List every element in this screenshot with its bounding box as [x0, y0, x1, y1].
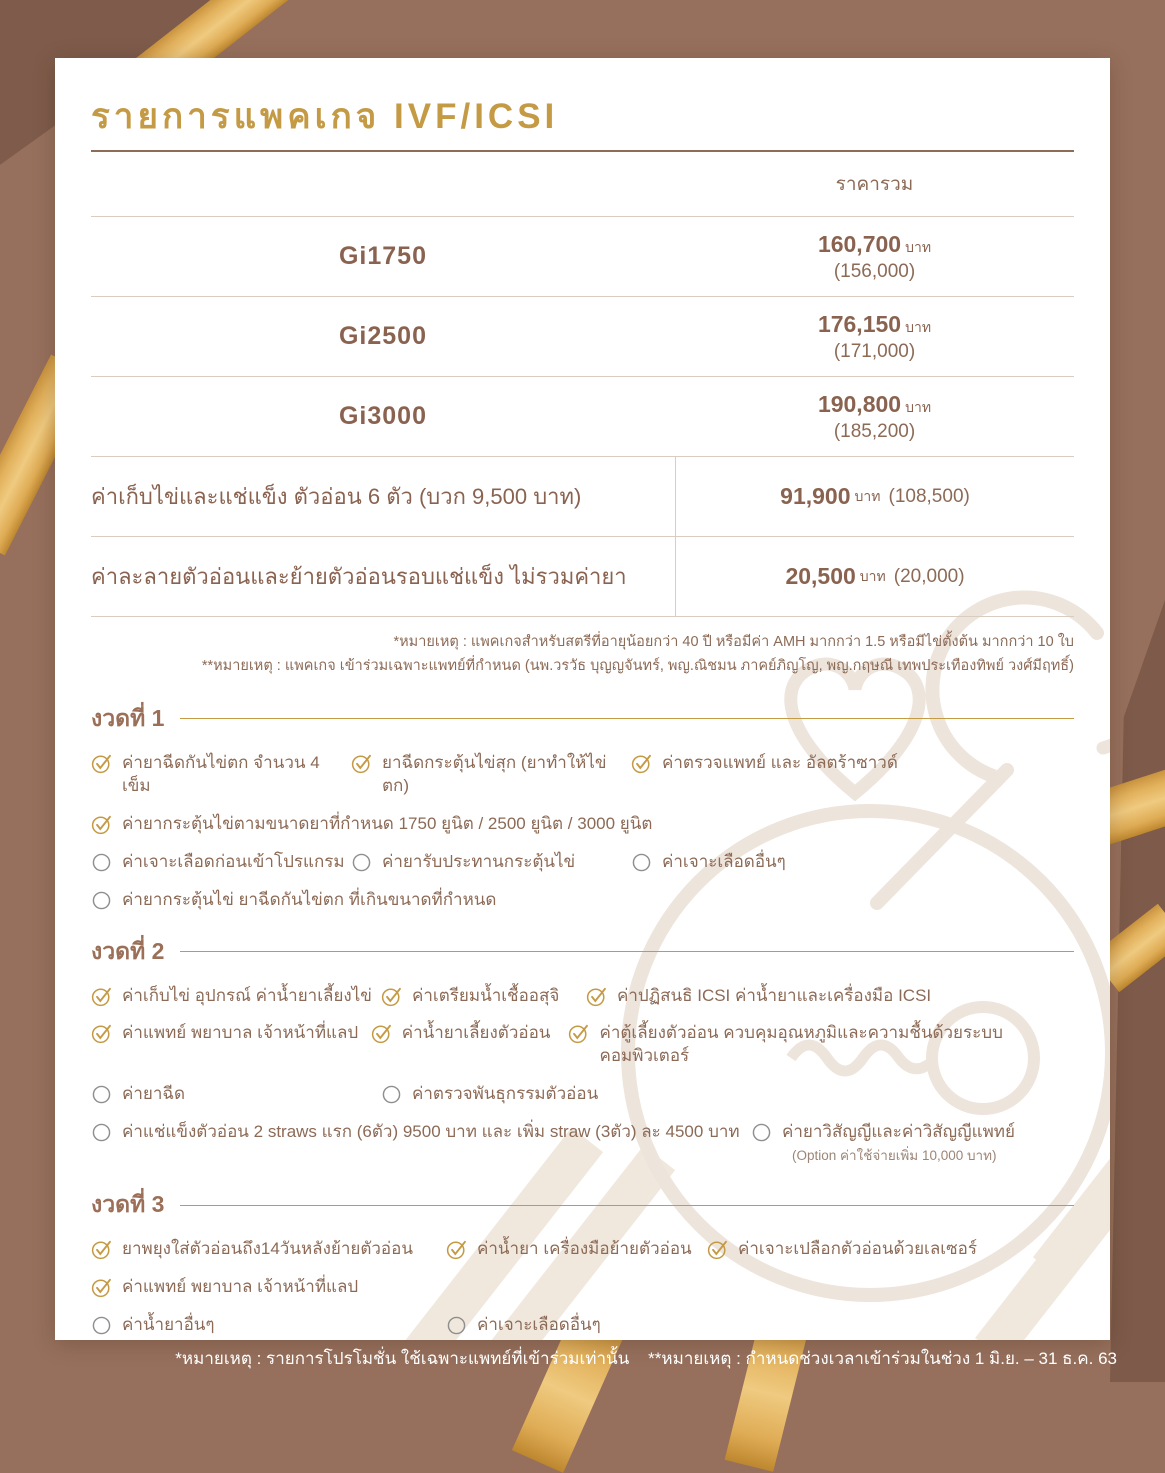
checklist-item-label: ค่าแพทย์ พยาบาล เจ้าหน้าที่แลป	[122, 1277, 359, 1297]
extra-item-name: ค่าเก็บไข่และแช่แข็ง ตัวอ่อน 6 ตัว (บวก 9,500 บาท)	[91, 484, 582, 509]
checklist-item-label: ค่าเจาะเลือดก่อนเข้าโปรแกรม	[122, 851, 345, 871]
checklist-item	[381, 985, 586, 1008]
checklist-item-label: ค่าน้ำยาเลี้ยงตัวอ่อน	[401, 1023, 551, 1043]
item-row	[91, 985, 1074, 1008]
check-circle-icon	[381, 986, 402, 1007]
section-rule	[180, 718, 1074, 719]
price-line	[675, 311, 1074, 339]
price-unit: บาท	[859, 567, 886, 584]
price-value: 190,800	[817, 390, 902, 417]
circle-outline-icon	[351, 852, 372, 873]
checklist-item-label: ค่าแช่แข็งตัวอ่อน 2 straws แรก (6ตัว) 9500 บาท และ เพิ่ม straw (3ตัว) ละ 4500 บาท	[122, 1122, 740, 1142]
item-row	[91, 813, 1074, 836]
checklist-item-text	[782, 1121, 1015, 1165]
section-title: งวดที่ 2	[91, 937, 165, 964]
checklist-item	[91, 1238, 446, 1261]
price-line	[675, 231, 1074, 259]
price-value: 176,150	[817, 310, 902, 337]
package-name: Gi2500	[338, 322, 427, 350]
checklist-item	[91, 1121, 751, 1144]
section-header	[91, 934, 1074, 970]
price-value: 91,900	[780, 483, 851, 509]
price-old: (20,000)	[893, 565, 965, 587]
note-line: *หมายเหตุ : แพคเกจสำหรับสตรีที่อายุน้อยกว่า 40 ปี หรือมีค่า AMH มากกว่า 1.5 หรือมีไข่ตั้งต้น มากกว่า 10 ใบ	[393, 634, 1074, 650]
price-old: (108,500)	[888, 485, 970, 507]
section-installment-3	[91, 1187, 1074, 1340]
price-value: 20,500	[785, 563, 856, 589]
checklist-item-label: ค่ายาฉีด	[122, 1084, 186, 1104]
circle-outline-icon	[91, 1315, 112, 1336]
circle-outline-icon	[381, 1084, 402, 1105]
check-circle-icon	[586, 986, 607, 1007]
checklist-item-label: ค่าเจาะเลือดอื่นๆ	[477, 1315, 601, 1335]
checklist-item	[91, 1083, 381, 1106]
checklist-item-label: ค่าปฏิสนธิ ICSI ค่าน้ำยาและเครื่องมือ ICSI	[617, 985, 932, 1005]
checklist-item	[91, 752, 351, 798]
checklist-item	[351, 851, 631, 874]
circle-outline-icon	[91, 1122, 112, 1143]
section-installment-2	[91, 934, 1074, 1166]
price-column-header: ราคารวม	[835, 174, 914, 195]
check-circle-icon	[351, 753, 372, 774]
pricing-card	[55, 58, 1110, 1340]
extra-price-cell	[675, 457, 1074, 536]
item-row	[91, 889, 1074, 912]
checklist-item	[446, 1314, 601, 1337]
checklist-item-label: ค่าน้ำยาอื่นๆ	[122, 1315, 215, 1335]
table-row	[91, 217, 1074, 297]
table-row	[91, 457, 1074, 537]
price-unit: บาท	[905, 238, 932, 255]
check-circle-icon	[631, 753, 652, 774]
table-row	[91, 297, 1074, 377]
footer-note-1: *หมายเหตุ : รายการโปรโมชั่น ใช้เฉพาะแพทย์ที่เข้าร่วมเท่านั้น	[175, 1349, 630, 1368]
check-circle-icon	[446, 1239, 467, 1260]
checklist-item	[91, 851, 351, 874]
price-unit: บาท	[905, 318, 932, 335]
checklist-item-label: ค่าตรวจพันธุกรรมตัวอ่อน	[412, 1084, 599, 1104]
checklist-item-label: ค่ายากระตุ้นไข่ ยาฉีดกันไข่ตก ที่เกินขนาดที่กำหนด	[122, 889, 497, 909]
checklist-item-label: ค่ายารับประทานกระตุ้นไข่	[382, 851, 576, 871]
item-row	[91, 1121, 1074, 1165]
extra-price-cell	[675, 537, 1074, 616]
price-unit: บาท	[854, 487, 881, 504]
checklist-item-label: ค่ายากระตุ้นไข่ตามขนาดยาที่กำหนด 1750 ยูนิต / 2500 ยูนิต / 3000 ยูนิต	[122, 813, 653, 833]
checklist-item-label: ค่าเจาะเปลือกตัวอ่อนด้วยเลเซอร์	[738, 1239, 977, 1259]
package-price-cell	[675, 391, 1074, 443]
checklist-item	[568, 1022, 1074, 1068]
check-circle-icon	[568, 1023, 589, 1044]
price-old: (171,000)	[833, 340, 916, 362]
checklist-item	[91, 1022, 371, 1045]
checklist-item	[91, 813, 652, 836]
card-content	[55, 92, 1110, 1340]
checklist-item	[751, 1121, 1015, 1165]
checklist-item-label: ยาฉีดกระตุ้นไข่สุก (ยาทำให้ไข่ตก)	[382, 752, 607, 795]
package-price-cell	[675, 231, 1074, 283]
checklist-item	[631, 851, 786, 874]
circle-outline-icon	[91, 852, 112, 873]
section-rule	[180, 951, 1074, 952]
price-table	[91, 152, 1074, 617]
price-old: (156,000)	[833, 260, 916, 282]
section-rule	[180, 1205, 1074, 1206]
checklist-item	[91, 1276, 358, 1299]
checklist-item-label: ค่ายาวิสัญญีและค่าวิสัญญีแพทย์	[782, 1122, 1015, 1142]
item-row	[91, 1022, 1074, 1068]
check-circle-icon	[371, 1023, 392, 1044]
checklist-item	[446, 1238, 707, 1261]
extra-item-name: ค่าละลายตัวอ่อนและย้ายตัวอ่อนรอบแช่แข็ง ไม่รวมค่ายา	[91, 564, 627, 589]
checklist-item-label: ค่าตรวจแพทย์ และ อัลตร้าซาวด์	[662, 752, 898, 772]
check-circle-icon	[91, 753, 112, 774]
price-line	[675, 391, 1074, 419]
item-row	[91, 1083, 1074, 1106]
checklist-item	[91, 1314, 446, 1337]
checklist-item	[91, 985, 381, 1008]
checklist-item-label: ค่าน้ำยา เครื่องมือย้ายตัวอ่อน	[477, 1239, 692, 1259]
check-circle-icon	[91, 1023, 112, 1044]
package-name: Gi1750	[338, 242, 427, 270]
checklist-item-note: (Option ค่าใช้จ่ายเพิ่ม 10,000 บาท)	[792, 1148, 997, 1164]
checklist-item-label: ค่าเตรียมน้ำเชื้ออสุจิ	[412, 985, 560, 1005]
checklist-item-label: ค่าเก็บไข่ อุปกรณ์ ค่าน้ำยาเลี้ยงไข่	[122, 985, 372, 1005]
package-name: Gi3000	[338, 402, 427, 430]
item-row	[91, 1276, 1074, 1299]
price-old: (185,200)	[833, 420, 916, 442]
check-circle-icon	[91, 814, 112, 835]
price-unit: บาท	[905, 398, 932, 415]
checklist-item	[91, 889, 496, 912]
checklist-item-label: ค่าเจาะเลือดอื่นๆ	[662, 851, 786, 871]
table-row	[91, 377, 1074, 457]
item-row	[91, 851, 1074, 874]
checklist-item	[351, 752, 631, 798]
section-header	[91, 1187, 1074, 1223]
item-row	[91, 752, 1074, 798]
checklist-item-label: ค่ายาฉีดกันไข่ตก จำนวน 4 เข็ม	[122, 752, 320, 795]
checklist-item	[381, 1083, 598, 1106]
checklist-item	[707, 1238, 977, 1261]
item-row	[91, 1238, 1074, 1261]
section-header	[91, 701, 1074, 737]
checklist-item	[586, 985, 931, 1008]
package-price-cell	[675, 311, 1074, 363]
footer-note-2: **หมายเหตุ : กำหนดช่วงเวลาเข้าร่วมในช่วง 1 มิ.ย. – 31 ธ.ค. 63	[648, 1349, 1117, 1368]
circle-outline-icon	[446, 1315, 467, 1336]
circle-outline-icon	[631, 852, 652, 873]
circle-outline-icon	[91, 1084, 112, 1105]
section-installment-1	[91, 701, 1074, 912]
checklist-item	[371, 1022, 569, 1045]
check-circle-icon	[91, 1239, 112, 1260]
footer-notes	[175, 1345, 1117, 1372]
table-notes	[91, 631, 1074, 679]
page-title: รายการแพคเกจ IVF/ICSI	[91, 97, 559, 136]
section-title: งวดที่ 1	[91, 704, 165, 731]
checklist-item-label: ค่าตู้เลี้ยงตัวอ่อน ควบคุมอุณหภูมิและความชื้นด้วยระบบคอมพิวเตอร์	[599, 1023, 1003, 1066]
checklist-item-label: ยาพยุงใส่ตัวอ่อนถึง14วันหลังย้ายตัวอ่อน	[122, 1239, 413, 1259]
item-row	[91, 1314, 1074, 1337]
table-row	[91, 537, 1074, 617]
circle-outline-icon	[91, 890, 112, 911]
price-value: 160,700	[817, 230, 902, 257]
note-line: **หมายเหตุ : แพคเกจ เข้าร่วมเฉพาะแพทย์ที่กำหนด (นพ.วรวัธ บุญญจันทร์, พญ.ณิชมน ภาคย์ภิญโญ, พญ.กฤษณี เทพประเทืองทิพย์ วงศ์มีฤทธิ์)	[201, 657, 1074, 674]
check-circle-icon	[707, 1239, 728, 1260]
checklist-item	[631, 752, 898, 775]
check-circle-icon	[91, 1277, 112, 1298]
circle-outline-icon	[751, 1122, 772, 1143]
check-circle-icon	[91, 986, 112, 1007]
checklist-item-label: ค่าแพทย์ พยาบาล เจ้าหน้าที่แลป	[122, 1023, 359, 1043]
section-title: งวดที่ 3	[91, 1191, 165, 1218]
table-header-row	[91, 152, 1074, 217]
